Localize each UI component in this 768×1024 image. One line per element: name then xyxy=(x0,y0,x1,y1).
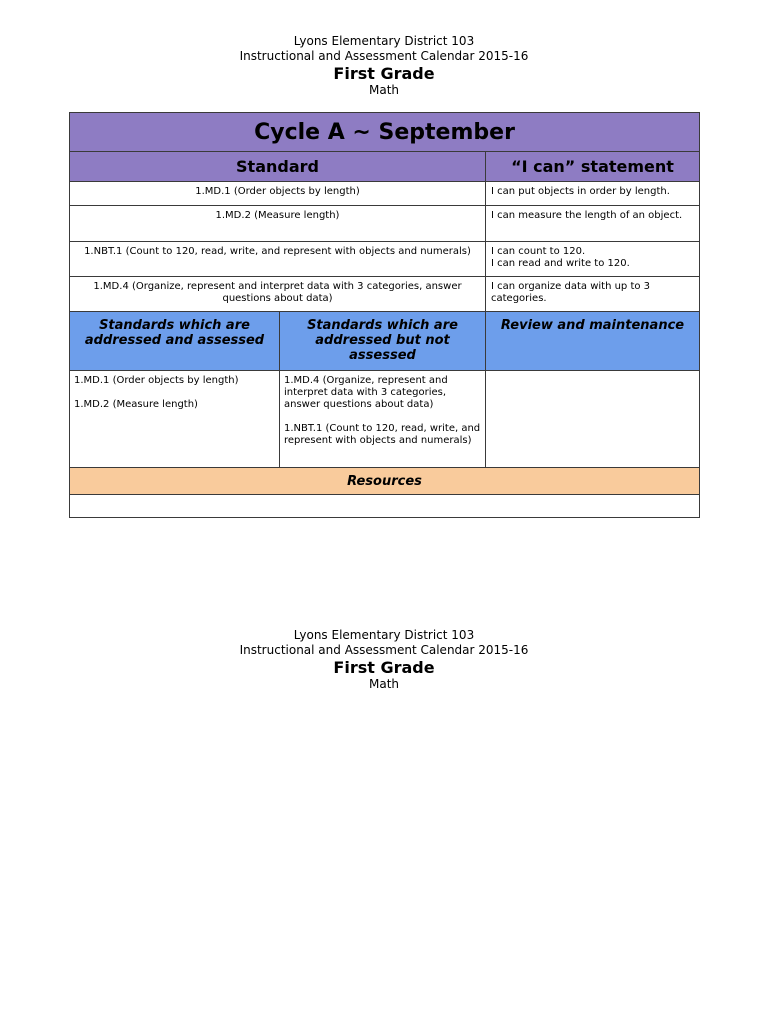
standard-cell: 1.MD.1 (Order objects by length) xyxy=(70,182,486,206)
ican-cell: I can measure the length of an object. xyxy=(486,206,700,242)
review-list xyxy=(486,371,700,468)
resources-content xyxy=(70,495,700,518)
cycle-title: Cycle A ~ September xyxy=(70,113,700,152)
assessed-list xyxy=(70,371,280,468)
list-item: 1.MD.1 (Order objects by length) xyxy=(74,375,239,386)
table-row xyxy=(70,206,700,242)
calendar-title: Instructional and Assessment Calendar 2015-16 xyxy=(239,49,529,63)
table-row xyxy=(70,182,700,206)
not-assessed-header: Standards which are addressed but not assessed xyxy=(280,312,486,371)
page-header-1 xyxy=(0,34,768,97)
list-item: 1.MD.2 (Measure length) xyxy=(74,399,198,410)
subject-title: Math xyxy=(368,83,400,97)
calendar-title: Instructional and Assessment Calendar 2015-16 xyxy=(239,643,529,657)
page-header-2 xyxy=(0,628,768,691)
standard-column-header: Standard xyxy=(70,152,486,182)
district-name: Lyons Elementary District 103 xyxy=(293,34,475,48)
review-header: Review and maintenance xyxy=(486,312,700,371)
ican-line: I can read and write to 120. xyxy=(491,258,630,269)
district-name: Lyons Elementary District 103 xyxy=(293,628,475,642)
list-item: 1.MD.4 (Organize, represent and interpret data with 3 categories, answer questions about data) xyxy=(284,375,448,410)
assessed-header: Standards which are addressed and assessed xyxy=(70,312,280,371)
ican-cell: I can organize data with up to 3 categories. xyxy=(486,277,700,312)
standard-cell: 1.MD.4 (Organize, represent and interpret data with 3 categories, answer questions about data) xyxy=(70,277,486,312)
subject-title: Math xyxy=(368,677,400,691)
resources-header: Resources xyxy=(70,468,700,495)
not-assessed-list xyxy=(280,371,486,468)
table-row xyxy=(70,242,700,277)
table-row xyxy=(70,277,700,312)
standard-cell: 1.MD.2 (Measure length) xyxy=(70,206,486,242)
grade-title: First Grade xyxy=(333,658,435,677)
grade-title: First Grade xyxy=(333,64,435,83)
list-item: 1.NBT.1 (Count to 120, read, write, and represent with objects and numerals) xyxy=(284,423,481,446)
calendar-table xyxy=(69,112,700,518)
ican-line: I can count to 120. xyxy=(491,246,586,257)
standard-cell: 1.NBT.1 (Count to 120, read, write, and represent with objects and numerals) xyxy=(70,242,486,277)
ican-cell: I can put objects in order by length. xyxy=(486,182,700,206)
ican-column-header: “I can” statement xyxy=(486,152,700,182)
ican-cell xyxy=(486,242,700,277)
